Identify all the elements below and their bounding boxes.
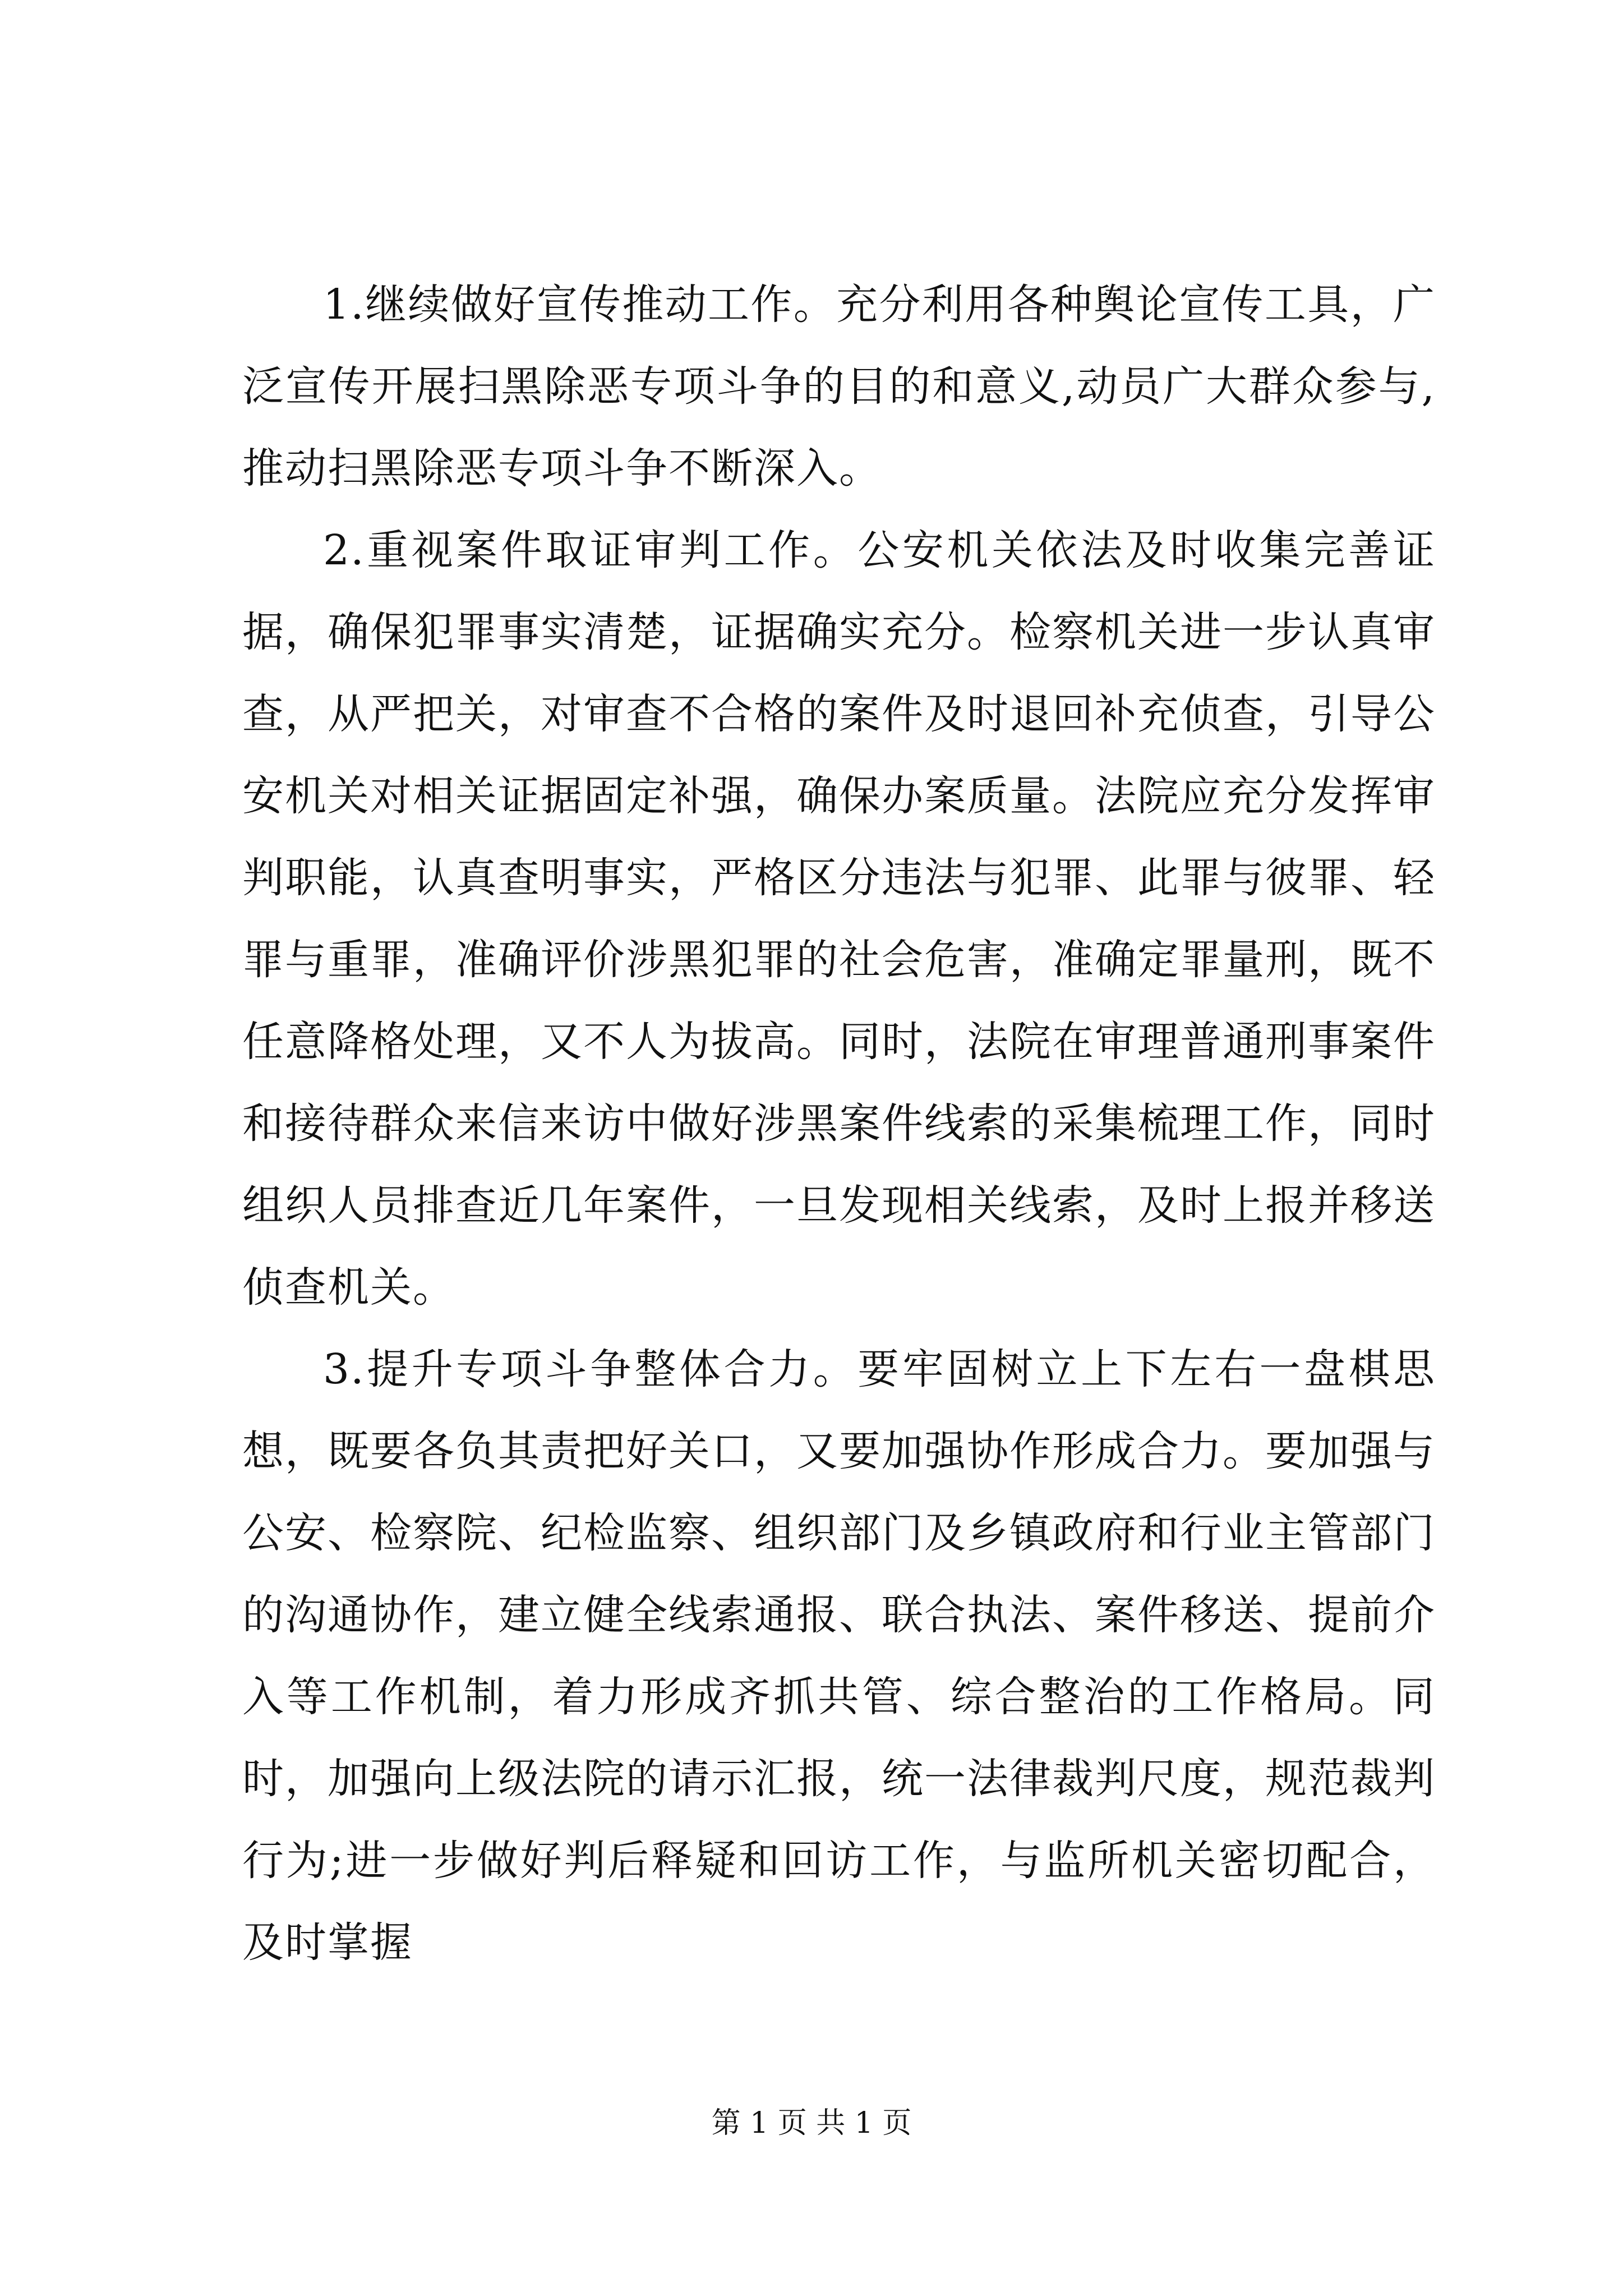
document-body	[242, 264, 1436, 1984]
paragraph-2: 2.重视案件取证审判工作。公安机关依法及时收集完善证据，确保犯罪事实清楚，证据确实充分。检察机关进一步认真审查，从严把关，对审查不合格的案件及时退回补充侦查，引导公安机关对相关证据固定补强，确保办案质量。法院应充分发挥审判职能，认真查明事实，严格区分违法与犯罪、此罪与彼罪、轻罪与重罪，准确评价涉黑犯罪的社会危害，准确定罪量刑，既不任意降格处理，又不人为拔高。同时，法院在审理普通刑事案件和接待群众来信来访中做好涉黑案件线索的采集梳理工作，同时组织人员排查近几年案件，一旦发现相关线索，及时上报并移送侦查机关。	[242, 526, 1436, 1312]
paragraph-3: 3.提升专项斗争整体合力。要牢固树立上下左右一盘棋思想，既要各负其责把好关口，又要加强协作形成合力。要加强与公安、检察院、纪检监察、组织部门及乡镇政府和行业主管部门的沟通协作，建立健全线索通报、联合执法、案件移送、提前介入等工作机制，着力形成齐抓共管、综合整治的工作格局。同时，加强向上级法院的请示汇报，统一法律裁判尺度，规范裁判行为;进一步做好判后释疑和回访工作，与监所机关密切配合，及时掌握	[242, 1345, 1436, 1967]
paragraph-1: 1.继续做好宣传推动工作。充分利用各种舆论宣传工具，广泛宣传开展扫黑除恶专项斗争的目的和意义,动员广大群众参与,推动扫黑除恶专项斗争不断深入。	[242, 280, 1436, 493]
page-footer: 第 1 页 共 1 页	[711, 2106, 912, 2140]
